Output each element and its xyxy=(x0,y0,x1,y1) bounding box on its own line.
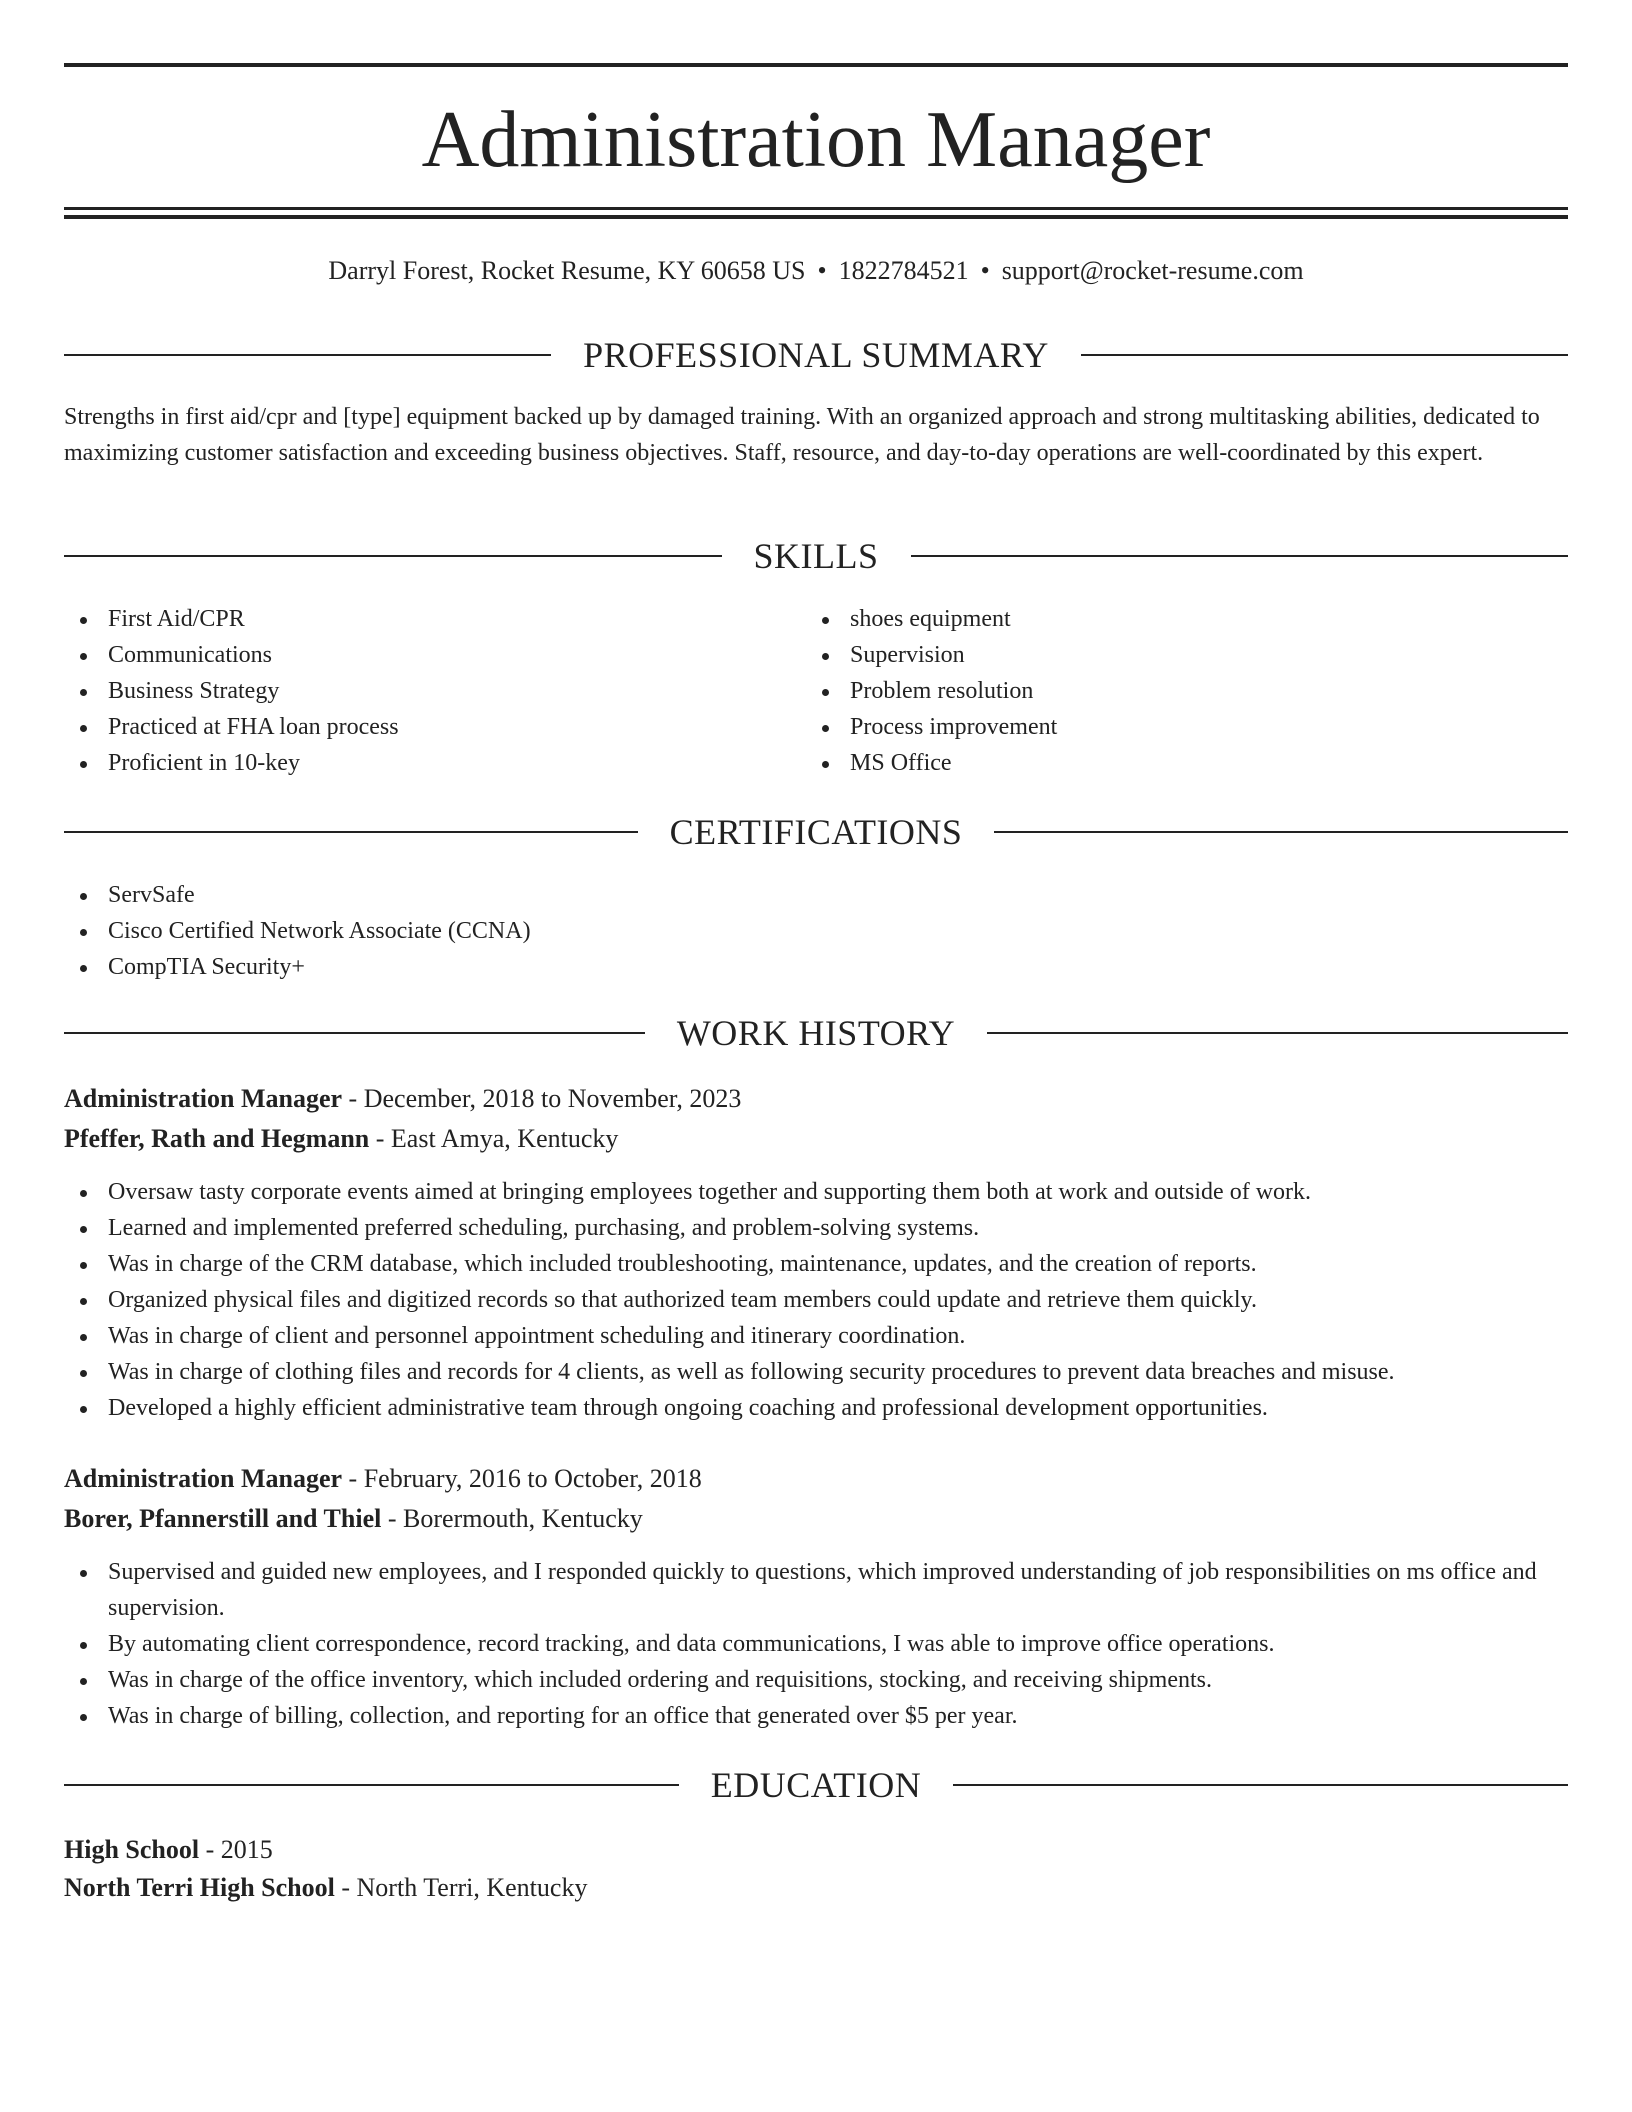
job-bullet: Was in charge of client and personnel appointment scheduling and itinerary coordination. xyxy=(64,1318,1568,1354)
job-bullet: Learned and implemented preferred scheduling, purchasing, and problem-solving systems. xyxy=(64,1210,1568,1246)
job-bullet: Oversaw tasty corporate events aimed at bringing employees together and supporting them both at work and outside of work. xyxy=(64,1174,1568,1210)
certifications-list xyxy=(64,877,1464,985)
skill-item: Problem resolution xyxy=(806,673,1546,709)
skill-item: Communications xyxy=(64,637,804,673)
job-title-line xyxy=(64,1461,1568,1497)
education-degree: High School xyxy=(64,1835,200,1864)
job-bullet: By automating client correspondence, record tracking, and data communications, I was able to improve office operations. xyxy=(64,1626,1568,1662)
job-bullet: Was in charge of the office inventory, which included ordering and requisitions, stocking, and receiving shipments. xyxy=(64,1662,1568,1698)
job-bullets xyxy=(64,1554,1568,1734)
dash: - xyxy=(342,1464,364,1493)
heading-rule xyxy=(64,354,551,356)
job-title: Administration Manager xyxy=(64,1084,343,1113)
dash: - xyxy=(369,1124,391,1153)
heading-rule xyxy=(953,1784,1568,1786)
job-bullet: Developed a highly efficient administrative team through ongoing coaching and professional development opportunities. xyxy=(64,1390,1568,1426)
summary-text: Strengths in first aid/cpr and [type] equipment backed up by damaged training. With an organized approach and strong multitasking abilities, dedicated to maximizing customer satisfaction and exceeding business objectives. Staff, resource, and day-to-day operations are well-coordinated by this expert. xyxy=(64,404,1540,466)
skills-list-right xyxy=(806,601,1546,781)
education-school: North Terri High School xyxy=(64,1873,335,1902)
skill-item: Supervision xyxy=(806,637,1546,673)
contact-address: Darryl Forest, Rocket Resume, KY 60658 US xyxy=(328,256,806,285)
summary-heading xyxy=(64,332,1568,378)
skill-item: Practiced at FHA loan process xyxy=(64,709,804,745)
double-rule-lower xyxy=(64,215,1568,219)
job-dates: February, 2016 to October, 2018 xyxy=(363,1464,702,1493)
education-heading-label: EDUCATION xyxy=(710,1765,922,1805)
dash: - xyxy=(334,1873,357,1902)
job-company-line xyxy=(64,1501,1568,1537)
skills-heading xyxy=(64,533,1568,579)
certifications-heading xyxy=(64,809,1568,855)
job-bullet: Was in charge of the CRM database, which included troubleshooting, maintenance, updates, and the creation of reports. xyxy=(64,1246,1568,1282)
dash: - xyxy=(199,1835,221,1864)
heading-rule xyxy=(994,831,1568,833)
contact-line xyxy=(64,254,1568,288)
education-degree-line xyxy=(64,1832,1568,1868)
job-location: Borermouth, Kentucky xyxy=(403,1504,643,1533)
skill-item: First Aid/CPR xyxy=(64,601,804,637)
dash: - xyxy=(381,1504,404,1533)
heading-rule xyxy=(911,555,1569,557)
summary-heading-label: PROFESSIONAL SUMMARY xyxy=(583,335,1049,375)
dash: - xyxy=(342,1084,364,1113)
education-heading xyxy=(64,1762,1568,1808)
heading-rule xyxy=(64,1784,679,1786)
skills-heading-label: SKILLS xyxy=(753,536,879,576)
education-school-line xyxy=(64,1870,1568,1906)
job-bullet: Was in charge of clothing files and records for 4 clients, as well as following security procedures to prevent data breaches and misuse. xyxy=(64,1354,1568,1390)
job-title-line xyxy=(64,1081,1568,1117)
skills-list-left xyxy=(64,601,804,781)
work-heading xyxy=(64,1010,1568,1056)
job-title: Administration Manager xyxy=(64,1464,343,1493)
contact-email: support@rocket-resume.com xyxy=(1001,256,1304,285)
work-heading-label: WORK HISTORY xyxy=(676,1013,956,1053)
certifications-heading-label: CERTIFICATIONS xyxy=(669,812,963,852)
contact-separator: • xyxy=(817,256,827,285)
certification-item: Cisco Certified Network Associate (CCNA) xyxy=(64,913,1464,949)
skill-item: shoes equipment xyxy=(806,601,1546,637)
skill-item: Process improvement xyxy=(806,709,1546,745)
certification-item: ServSafe xyxy=(64,877,1464,913)
contact-separator: • xyxy=(980,256,990,285)
job-bullet: Was in charge of billing, collection, and reporting for an office that generated over $5 per year. xyxy=(64,1698,1568,1734)
double-rule-upper xyxy=(64,207,1568,210)
job-company-line xyxy=(64,1121,1568,1157)
heading-rule xyxy=(64,555,722,557)
skill-item: Business Strategy xyxy=(64,673,804,709)
skill-item: Proficient in 10-key xyxy=(64,745,804,781)
job-dates: December, 2018 to November, 2023 xyxy=(363,1084,742,1113)
education-location: North Terri, Kentucky xyxy=(356,1873,588,1902)
contact-phone: 1822784521 xyxy=(838,256,969,285)
job-bullet: Supervised and guided new employees, and I responded quickly to questions, which improved understanding of job responsibilities on ms office and supervision. xyxy=(64,1554,1568,1626)
job-company: Borer, Pfannerstill and Thiel xyxy=(64,1504,382,1533)
skill-item: MS Office xyxy=(806,745,1546,781)
job-bullets xyxy=(64,1174,1568,1426)
top-rule xyxy=(64,63,1568,67)
education-year: 2015 xyxy=(220,1835,273,1864)
heading-rule xyxy=(987,1032,1568,1034)
certification-item: CompTIA Security+ xyxy=(64,949,1464,985)
job-location: East Amya, Kentucky xyxy=(390,1124,619,1153)
page-title: Administration Manager xyxy=(421,96,1211,184)
job-company: Pfeffer, Rath and Hegmann xyxy=(64,1124,370,1153)
job-bullet: Organized physical files and digitized records so that authorized team members could update and retrieve them quickly. xyxy=(64,1282,1568,1318)
heading-rule xyxy=(1081,354,1568,356)
heading-rule xyxy=(64,831,638,833)
heading-rule xyxy=(64,1032,645,1034)
